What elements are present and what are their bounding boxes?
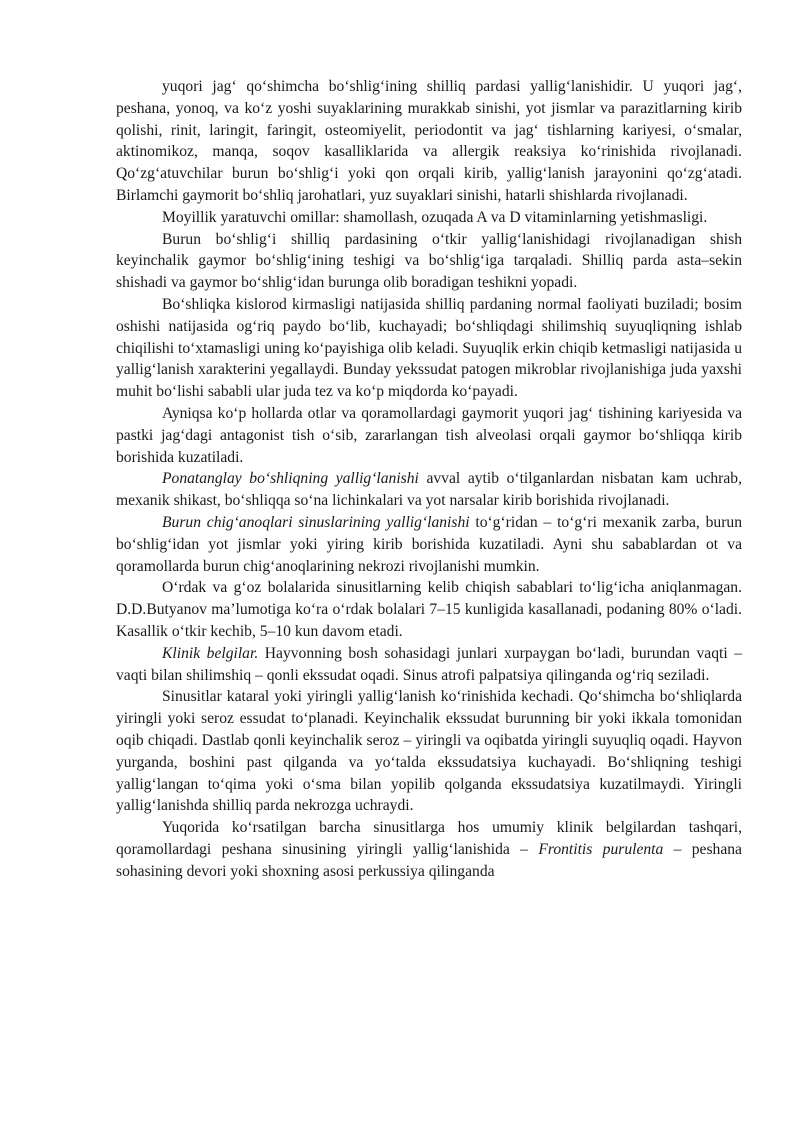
text-run: avval aytib o‘tilganlardan nisbatan kam uchrab, mexanik shikast, bo‘shliqqa so‘na lichinkalari va yot narsalar kirib borishida rivojlanadi. [116,470,742,510]
paragraph-7 [116,512,742,577]
paragraph-1 [116,76,742,207]
text-run: Ayniqsa ko‘p hollarda otlar va qoramollardagi gaymorit yuqori jag‘ tishining kariyesida va pastki jag‘dagi antagonist tish o‘sib, zararlangan tish alveolasi orqali gaymor bo‘shliqqa kirib borishida kuzatiladi. [116,404,742,466]
document-page [116,76,742,882]
italic-term: Burun chig‘anoqlari sinuslarining yallig‘lanishi [162,513,470,531]
text-run: O‘rdak va g‘oz bolalarida sinusitlarning kelib chiqish sabablari to‘lig‘icha aniqlanmagan. D.D.Butyanov ma’lumotiga ko‘ra o‘rdak bolalari 7–15 kunligida kasallanadi, podaning 80% o‘ladi. Kasallik o‘tkir kechib, 5–10 kun davom etadi. [116,579,742,640]
paragraph-4 [116,294,742,403]
text-run: Burun bo‘shlig‘i shilliq pardasining o‘tkir yallig‘lanishidagi rivojlanadigan shish keyinchalik gaymor bo‘shlig‘ining teshigi va bo‘shlig‘iga tarqaladi. Shilliq parda asta–sekin shishadi va gaymor bo‘shlig‘idan burunga olib boradigan teshikni yopadi. [116,230,742,292]
text-run: Sinusitlar kataral yoki yiringli yallig‘lanish ko‘rinishida kechadi. Qo‘shimcha bo‘shliqlarda yiringli yoki seroz essudat to‘planadi. Keyinchalik ekssudat burunning bir yoki ikkala tomonidan oqib chiqadi. Dastlab qonli keyinchalik seroz – yiringli va oqibatda yiringli suyuqliq oqadi. Hayvon yurganda, boshini past qilganda va yo‘talda ekssudatsiya kuchayadi. Bo‘shliqning teshigi yallig‘langan to‘qima yoki o‘sma bilan yopilib qolganda ekssudatsiya kuzatilmaydi. Yiringli yallig‘lanishda shilliq parda nekrozga uchraydi. [116,688,742,815]
text-run: Yuqorida ko‘rsatilgan barcha sinusitlarga hos umumiy klinik belgilardan tashqari, qoramollardagi peshana sinusining yiringli yallig‘lanishida – [116,819,742,858]
text-run: Moyillik yaratuvchi omillar: shamollash, ozuqada A va D vitaminlarning yetishmasligi. [162,208,708,226]
paragraph-8 [116,577,742,642]
paragraph-6 [116,468,742,512]
paragraph-9 [116,643,742,687]
paragraph-11 [116,817,742,882]
paragraph-10 [116,686,742,817]
text-run: – peshana sohasining devori yoki shoxning asosi perkussiya qilinganda [116,840,742,880]
italic-term: Ponatanglay bo‘shliqning yallig‘lanishi [162,470,419,488]
paragraph-2 [116,207,742,229]
text-run: Hayvonning bosh sohasidagi junlari xurpaygan bo‘ladi, burundan vaqti – vaqti bilan shilimshiq – qonli ekssudat oqadi. Sinus atrofi palpatsiya qilinganda og‘riq seziladi. [116,644,743,684]
text-run: Bo‘shliqka kislorod kirmasligi natijasida shilliq pardaning normal faoliyati buziladi; bosim oshishi natijasida og‘riq paydo bo‘lib, kuchayadi; bo‘shliqdagi shilimshiq suyuqliqning ishlab chiqilishi to‘xtamasligi uning ko‘payishiga olib keladi. Suyuqlik erkin chiqib ketmasligi natijasida u yallig‘lanish xarakterini yegallaydi. Bunday yekssudat patogen mikroblar rivojlanishiga juda yaxshi muhit bo‘lishi sababli ular juda tez va ko‘p miqdorda ko‘payadi. [116,295,742,401]
text-run: yuqori jag‘ qo‘shimcha bo‘shlig‘ining shilliq pardasi yallig‘lanishidir. U yuqori jag‘, peshana, yonoq, va ko‘z yoshi suyaklarining murakkab sinishi, yot jismlar va parazitlarning kirib qolishi, rinit, laringit, faringit, osteomiyelit, periodontit va jag‘ tishlarning kariyesi, o‘smalar, aktinomikoz, manqa, soqov kasalliklarida va allergik reaksiya ko‘rinishida rivojlanadi. Qo‘zg‘atuvchilar burun bo‘shlig‘i yoki qon orqali kirib, yallig‘lanish jarayonini qo‘zg‘atadi. Birlamchi gaymorit bo‘shliq jarohatlari, yuz suyaklari sinishi, hatarli shishlarda rivojlanadi. [116,78,742,204]
text-run: to‘g‘ridan – to‘g‘ri mexanik zarba, burun bo‘shlig‘idan yot jismlar yoki yiring kirib borishida kuzatiladi. Ayni shu sabablardan ot va qoramollarda burun chig‘anoqlarining nekrozi rivojlanishi mumkin. [116,513,742,575]
paragraph-5 [116,403,742,468]
italic-term: Frontitis purulenta [538,840,664,858]
paragraph-3 [116,229,742,294]
italic-term: Klinik belgilar. [162,644,259,662]
